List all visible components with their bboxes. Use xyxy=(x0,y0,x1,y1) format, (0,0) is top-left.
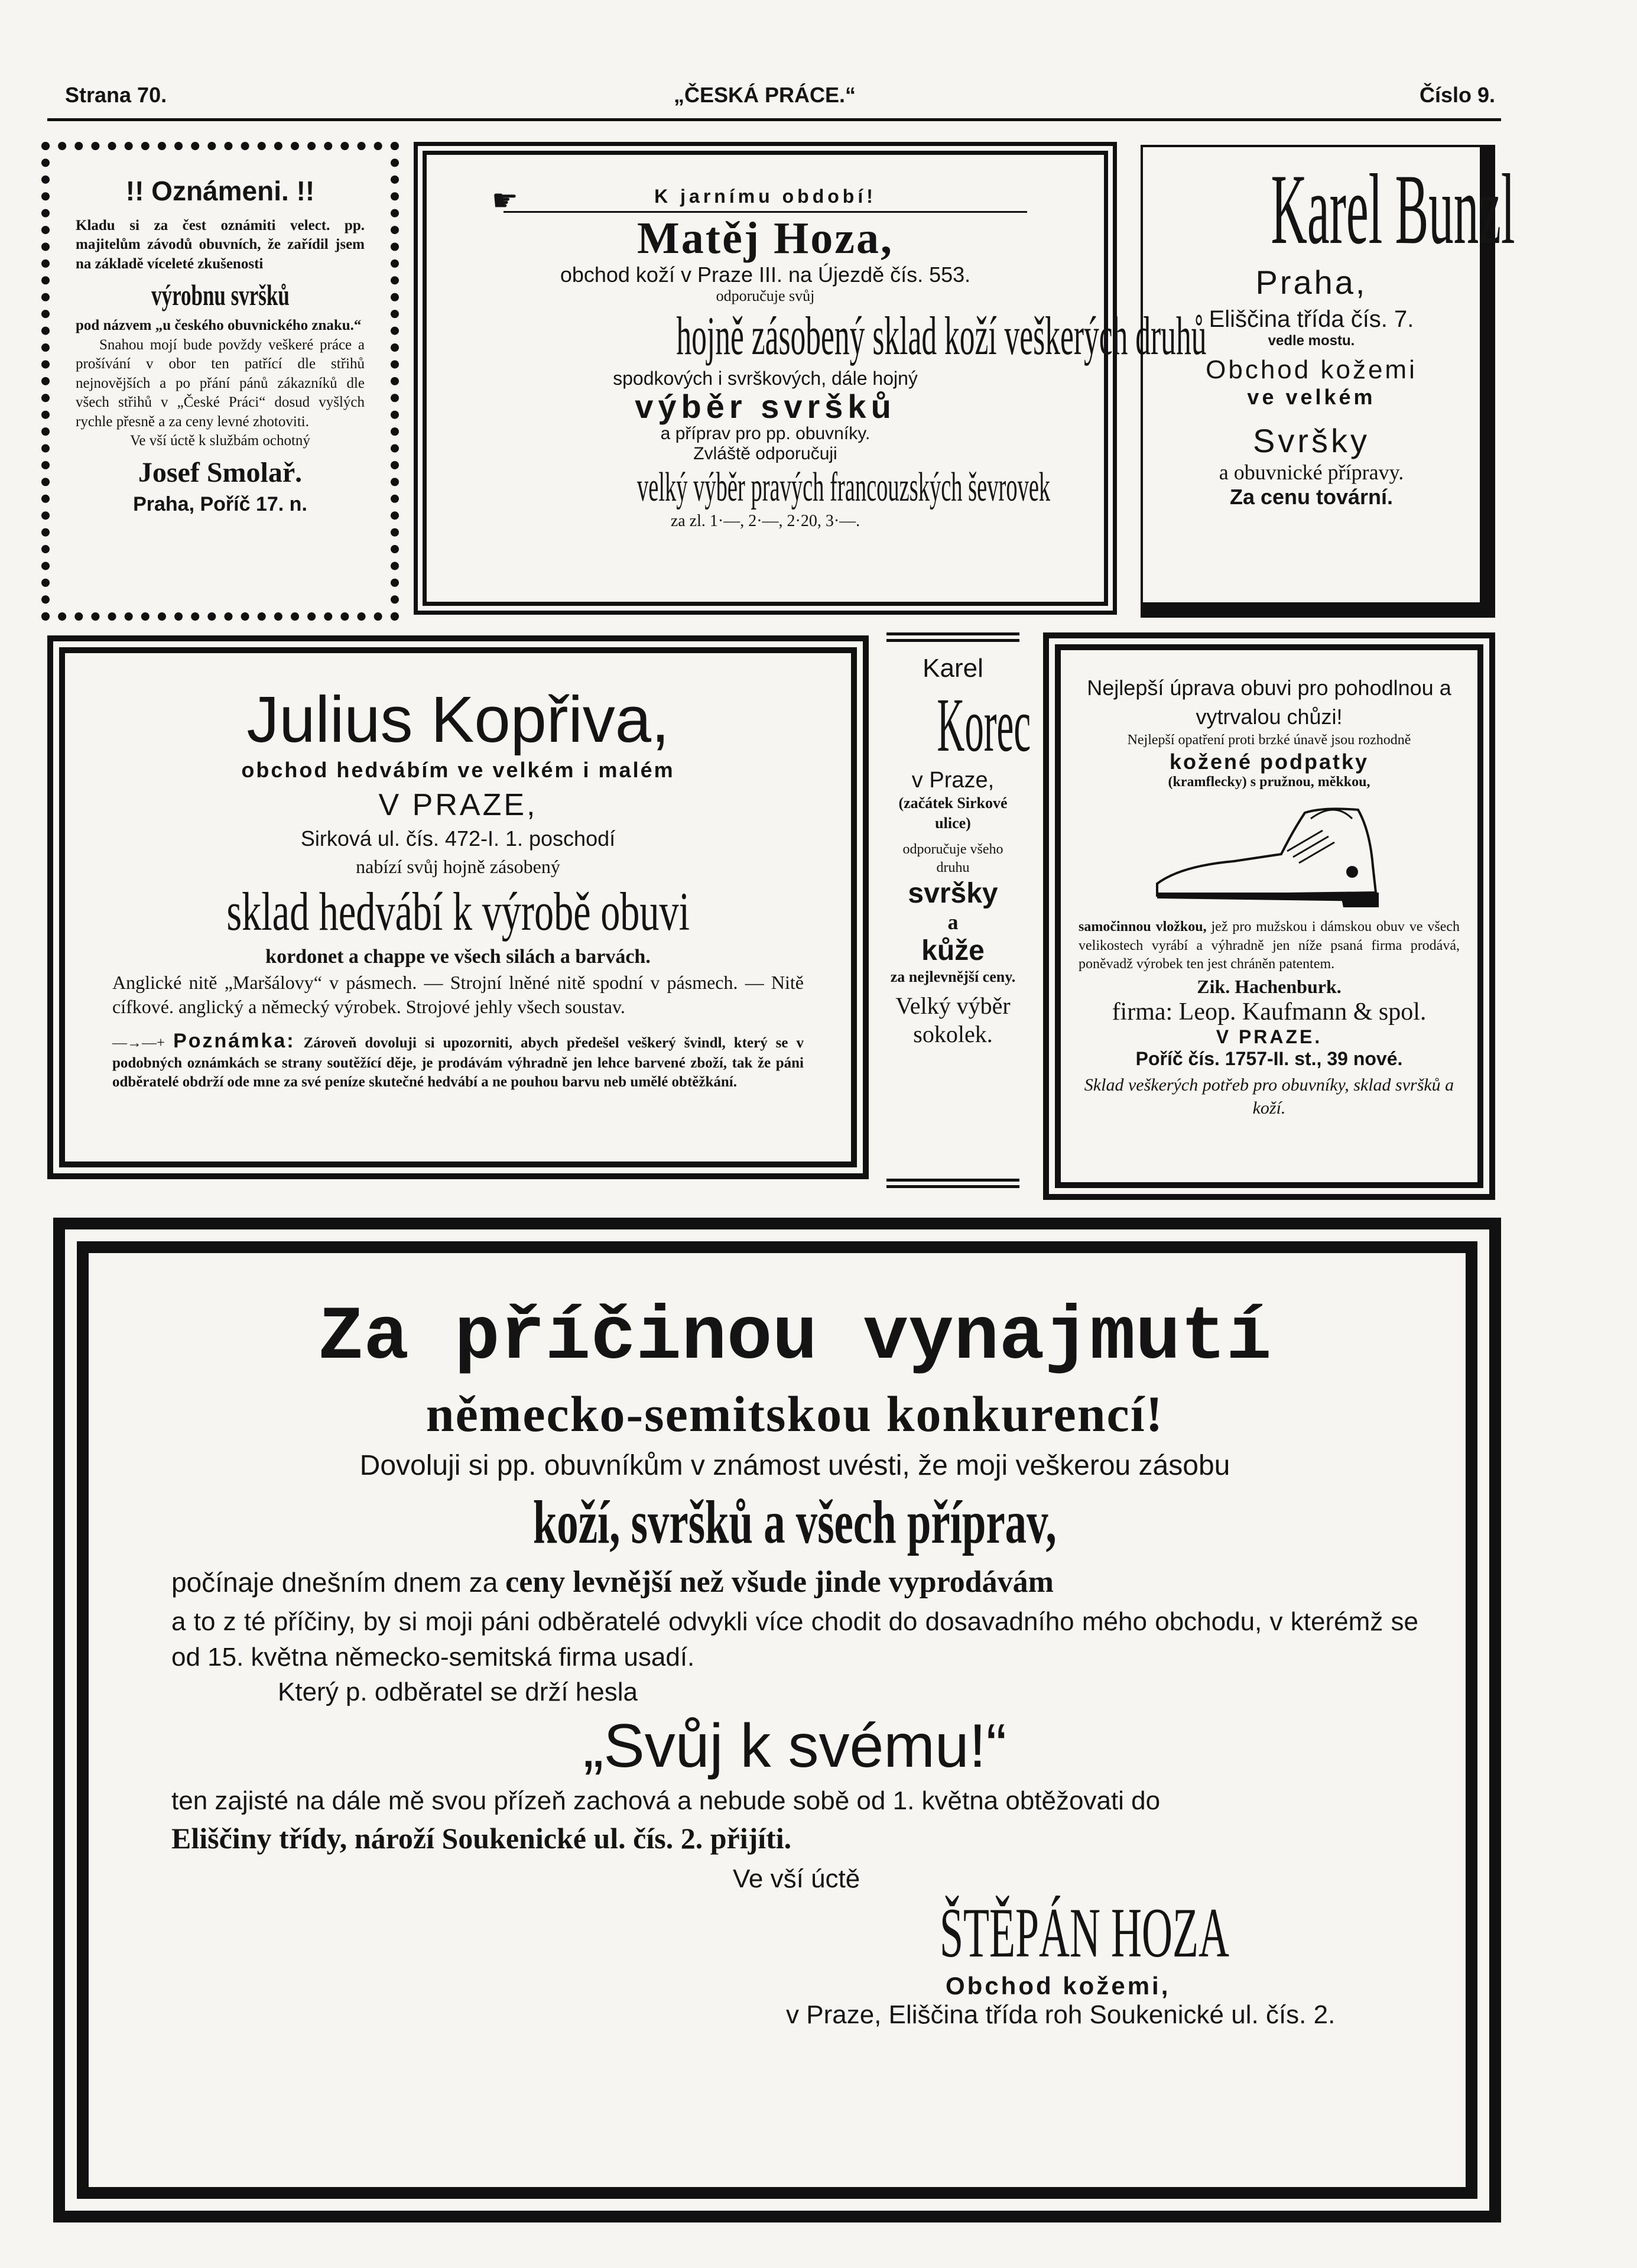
ad-stepan-name: ŠTĚPÁN HOZA xyxy=(940,1893,1230,1972)
ad-kopriva-stock: sklad hedvábí k výrobě obuvi xyxy=(226,881,690,942)
ad-stepan-line3: Který p. odběratel se drží hesla xyxy=(278,1677,638,1706)
ad-kaufmann-headline: Nejlepší úprava obuvi pro pohodlnou a vytrvalou chůzi! xyxy=(1087,676,1451,729)
ad-kaufmann-inventor: Zik. Hachenburk. xyxy=(1197,975,1342,997)
ad-bunzl-city: Praha, xyxy=(1255,264,1368,301)
ad-kopriva-city: V PRAZE, xyxy=(378,787,538,822)
ad-kopriva-offers: nabízí svůj hojně zásobený xyxy=(356,855,560,877)
ad-korec-recommends: odporučuje všeho druhu xyxy=(902,841,1003,875)
ad-hoza-stock: hojně zásobený sklad koží veškerých druhů xyxy=(676,305,1207,366)
ad-kopriva-address: Sirková ul. čís. 472-I. 1. poschodí xyxy=(300,826,616,851)
header-rule xyxy=(47,118,1501,121)
ad-hoza-address: obchod koží v Praze III. na Újezdě čís. 553. xyxy=(560,262,971,287)
ad-korec-price: za nejlevnější ceny. xyxy=(890,968,1016,985)
ad-kopriva-name: Julius Kopřiva, xyxy=(246,683,670,756)
ad-hoza-types: spodkových i svrškových, dále hojný xyxy=(613,367,918,389)
ad-smolar-closing: Ve vší úctě k službám ochotný xyxy=(130,433,310,449)
ad-korec-city: v Praze, xyxy=(911,768,995,793)
ad-hoza-recommends: odporučuje svůj xyxy=(716,287,815,304)
ad-stepan-intro: Dovoluji si pp. obuvníkům v známost uvésti, že moji veškerou zásobu xyxy=(359,1449,1230,1481)
ad-hoza-featured: velký výběr pravých francouzských ševrovek xyxy=(637,465,1051,511)
ad-smolar xyxy=(41,142,399,621)
ad-kaufmann-footer: Sklad veškerých potřeb pro obuvníky, sklad svršků a koží. xyxy=(1084,1075,1454,1118)
ad-bunzl-supplies: a obuvnické přípravy. xyxy=(1219,460,1404,484)
arrow-icon: —→—+ xyxy=(112,1034,174,1051)
ad-korec-product2: kůže xyxy=(921,935,985,966)
ad-kopriva-note: —→—+ Poznámka: Zároveň dovoluji si upozorniti, abych předešel veškerý švindl, který se v podobných oznámkách se strany soutěžící děje, je prodávám výhradně jen lehce barvené zboží, tak že páni odběratelé obdrží ode mne za své peníze skutečné hedvábí a ne pouhou barvu neb umělé obtěžkání. xyxy=(112,1029,804,1091)
ad-kaufmann-address: Poříč čís. 1757-II. st., 39 nové. xyxy=(1135,1047,1403,1069)
ad-stepan-goods: koží, svršků a všech příprav, xyxy=(533,1488,1057,1557)
journal-title: „ČESKÁ PRÁCE.“ xyxy=(674,83,856,107)
ad-kaufmann-body: samočinnou vložkou, jež pro mužskou i dámskou obuv ve všech velikostech vyrábí a výhradně jen níže psaná firma prodává, poněvadž výrobek ten jest chráněn patentem. xyxy=(1079,919,1460,972)
ad-hoza-kicker: ☛ K jarnímu období! xyxy=(492,184,876,217)
ad-kopriva xyxy=(47,635,869,1179)
ad-kaufmann-product: kožené podpatky xyxy=(1169,749,1369,774)
ad-stepan-line5: Eliščiny třídy, nároží Soukenické ul. čís. 2. přijíti. xyxy=(171,1821,792,1855)
pointing-hand-icon: ☛ xyxy=(492,184,518,217)
ad-smolar-address: Praha, Poříč 17. n. xyxy=(133,493,307,516)
ad-kopriva-details: Anglické nitě „Maršálovy“ v pásmech. — Strojní lněné nitě spodní v pásmech. — Nitě cífkové. anglický a německý výrobek. Strojové jehly všech soustav. xyxy=(112,971,804,1018)
ad-kaufmann-product-note: (kramflecky) s pružnou, měkkou, xyxy=(1168,774,1370,790)
ad-kaufmann-intro: Nejlepší opatření proti brzké únavě jsou rozhodně xyxy=(1127,732,1411,748)
ad-hoza-selection: výběr svršků xyxy=(635,387,896,425)
shoe-illustration xyxy=(1079,795,1460,913)
ad-korec xyxy=(886,632,1031,1188)
ad-kaufmann-city: V PRAZE. xyxy=(1216,1026,1323,1047)
shoe-icon xyxy=(1145,795,1394,913)
ad-hoza-rule xyxy=(504,211,1027,213)
ad-smolar-brand: pod názvem „u českého obuvnického znaku.“ xyxy=(76,317,362,334)
ad-smolar-body: Snahou mojí bude povždy veškeré práce a prošívání v obor ten patřící dle střihů nejnovějších a po přání pánů zákazníků dle všech střihů v „České Práci“ dosud vyšlých rychle přesně a za ceny levné zhotoviti. xyxy=(76,336,365,430)
ad-korec-selection: Velký výběr sokolek. xyxy=(895,992,1011,1047)
ad-kaufmann-firm: firma: Leop. Kaufmann & spol. xyxy=(1112,998,1427,1026)
ad-bunzl xyxy=(1141,145,1515,618)
ad-smolar-heading: !! Oznámeni. !! xyxy=(125,176,315,206)
ad-korec-location: (začátek Sirkové ulice) xyxy=(898,794,1008,832)
ad-stepan-address: v Praze, Eliščina třída roh Soukenické ul. čís. 2. xyxy=(786,2000,1336,2030)
ad-stepan-headline: Za příčinou vynajmutí xyxy=(318,1295,1272,1381)
ad-bunzl-near: vedle mostu. xyxy=(1268,333,1355,349)
ad-smolar-intro: Kladu si za čest oznámiti velect. pp. majitelům závodů obuvních, že zařídil jsem na základě víceleté zkušenosti xyxy=(76,217,365,272)
ad-bunzl-address: Eliščina třída čís. 7. xyxy=(1209,306,1414,332)
ad-kopriva-trade: obchod hedvábím ve velkém i malém xyxy=(241,757,675,782)
ad-bunzl-trade: Obchod kožemi xyxy=(1206,355,1417,384)
ad-hoza-especially: Zvláště odporučuji xyxy=(693,444,837,464)
ad-smolar-product: výrobnu svršků xyxy=(151,278,290,312)
ad-hoza-name: Matěj Hoza, xyxy=(637,213,894,263)
ad-stepan-line2: a to z té příčiny, by si moji páni odběratelé odvykli více chodit do dosavadního mého obchodu, v kterémž se od 15. května německo-semitská firma usadí. xyxy=(171,1607,1418,1672)
ad-kopriva-threads: kordonet a chappe ve všech silách a barvách. xyxy=(265,945,651,968)
ad-kaufmann xyxy=(1043,632,1495,1200)
ad-stepan-sub: německo-semitskou konkurencí! xyxy=(426,1386,1164,1443)
ad-stepan-closing: Ve vší úctě xyxy=(733,1864,860,1894)
ad-korec-and: a xyxy=(947,910,959,934)
ad-stepan-line4: ten zajisté na dále mě svou přízeň zachová a nebude sobě od 1. května obtěžovati do xyxy=(171,1786,1161,1816)
ad-stepan-motto: „Svůj k svému!“ xyxy=(583,1712,1007,1781)
ad-bunzl-wholesale: ve velkém xyxy=(1247,385,1376,409)
ad-hoza-supplies: a příprav pro pp. obuvníky. xyxy=(660,424,871,444)
ad-stepan-hoza xyxy=(53,1218,1501,2222)
issue-number: Číslo 9. xyxy=(1419,83,1495,107)
ad-hoza-prices: za zl. 1·—, 2·—, 2·20, 3·—. xyxy=(670,511,860,530)
ad-korec-last: Korec xyxy=(937,683,1031,768)
ad-korec-first: Karel xyxy=(923,654,983,683)
page-number: Strana 70. xyxy=(65,83,167,107)
ad-smolar-name: Josef Smolař. xyxy=(138,456,303,488)
ad-matej-hoza xyxy=(414,142,1207,615)
ad-stepan-trade: Obchod kožemi, xyxy=(946,1972,1171,2000)
ad-korec-product1: svršky xyxy=(908,877,998,909)
ad-bunzl-product: Svršky xyxy=(1253,422,1370,459)
page-header xyxy=(65,77,1495,112)
ad-stepan-line1: počínaje dnešním dnem za ceny levnější než všude jinde vyprodávám xyxy=(171,1565,1054,1599)
ad-bunzl-price: Za cenu tovární. xyxy=(1229,485,1394,509)
ad-bunzl-name: Karel Bunzl xyxy=(1271,154,1515,265)
